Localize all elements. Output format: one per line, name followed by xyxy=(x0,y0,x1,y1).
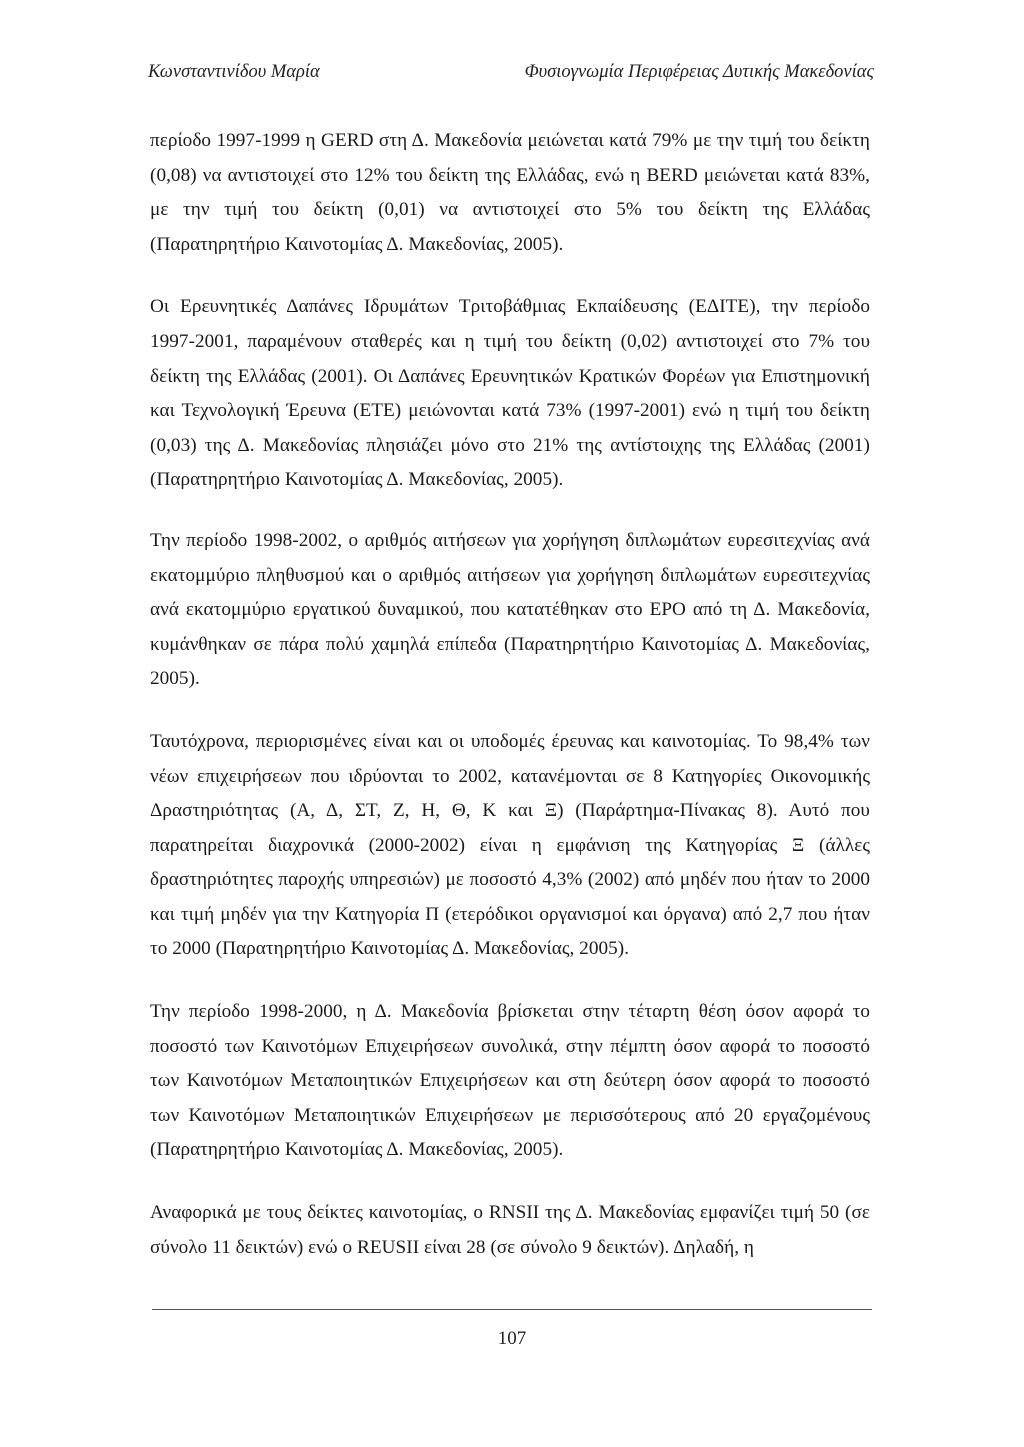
footer-divider xyxy=(152,1309,872,1310)
running-header xyxy=(148,62,874,88)
page-number: 107 xyxy=(497,1328,527,1349)
page-body xyxy=(150,124,870,1293)
header-title: Φυσιογνωμία Περιφέρειας Δυτικής Μακεδονίας xyxy=(524,62,874,82)
paragraph-3: Την περίοδο 1998-2002, ο αριθμός αιτήσεων για χορήγηση διπλωμάτων ευρεσιτεχνίας ανά εκατομμύριο πληθυσμού και ο αριθμός αιτήσεων για χορήγηση διπλωμάτων ευρεσιτεχνίας ανά εκατομμύριο εργατικού δυναμικού, που κατατέθηκαν στο EPO από τη Δ. Μακεδονία, κυμάνθηκαν σε πάρα πολύ χαμηλά επίπεδα (Παρατηρητήριο Καινοτομίας Δ. Μακεδονίας, 2005). xyxy=(150,529,870,690)
paragraph-1: περίοδο 1997-1999 η GERD στη Δ. Μακεδονία μειώνεται κατά 79% με την τιμή του δείκτη (0,08) να αντιστοιχεί στο 12% του δείκτη της Ελλάδας, ενώ η BERD μειώνεται κατά 83%, με την τιμή του δείκτη (0,01) να αντιστοιχεί στο 5% του δείκτη της Ελλάδας (Παρατηρητήριο Καινοτομίας Δ. Μακεδονίας, 2005). xyxy=(150,130,870,255)
paragraph-2: Οι Ερευνητικές Δαπάνες Ιδρυμάτων Τριτοβάθμιας Εκπαίδευσης (ΕΔΙΤΕ), την περίοδο 1997-2001, παραμένουν σταθερές και η τιμή του δείκτη (0,02) αντιστοιχεί στο 7% του δείκτη της Ελλάδας (2001). Οι Δαπάνες Ερευνητικών Κρατικών Φορέων για Επιστημονική και Τεχνολογική Έρευνα (ΕΤΕ) μειώνονται κατά 73% (1997-2001) ενώ η τιμή του δείκτη (0,03) της Δ. Μακεδονίας πλησιάζει μόνο στο 21% της αντίστοιχης της Ελλάδας (2001) (Παρατηρητήριο Καινοτομίας Δ. Μακεδονίας, 2005). xyxy=(150,296,870,491)
paragraph-6: Αναφορικά με τους δείκτες καινοτομίας, ο RNSII της Δ. Μακεδονίας εμφανίζει τιμή 50 (σε σύνολο 11 δεικτών) ενώ ο REUSII είναι 28 (σε σύνολο 9 δεικτών). Δηλαδή, η xyxy=(150,1202,870,1258)
paragraph-5: Την περίοδο 1998-2000, η Δ. Μακεδονία βρίσκεται στην τέταρτη θέση όσον αφορά το ποσοστό των Καινοτόμων Επιχειρήσεων συνολικά, στην πέμπτη όσον αφορά το ποσοστό των Καινοτόμων Μεταποιητικών Επιχειρήσεων και στη δεύτερη όσον αφορά το ποσοστό των Καινοτόμων Μεταποιητικών Επιχειρήσεων με περισσότερους από 20 εργαζομένους (Παρατηρητήριο Καινοτομίας Δ. Μακεδονίας, 2005). xyxy=(150,1001,870,1161)
header-author: Κωνσταντινίδου Μαρία xyxy=(148,62,320,82)
paragraph-4: Ταυτόχρονα, περιορισμένες είναι και οι υποδομές έρευνας και καινοτομίας. Το 98,4% των νέων επιχειρήσεων που ιδρύονται το 2002, κατανέμονται σε 8 Κατηγορίες Οικονομικής Δραστηριότητας (Α, Δ, ΣΤ, Ζ, Η, Θ, Κ και Ξ) (Παράρτημα-Πίνακας 8). Αυτό που παρατηρείται διαχρονικά (2000-2002) είναι η εμφάνιση της Κατηγορίας Ξ (άλλες δραστηριότητες παροχής υπηρεσιών) με ποσοστό 4,3% (2002) από μηδέν που ήταν το 2000 και τιμή μηδέν για την Κατηγορία Π (ετερόδικοι οργανισμοί και όργανα) από 2,7 που ήταν το 2000 (Παρατηρητήριο Καινοτομίας Δ. Μακεδονίας, 2005). xyxy=(150,730,870,960)
